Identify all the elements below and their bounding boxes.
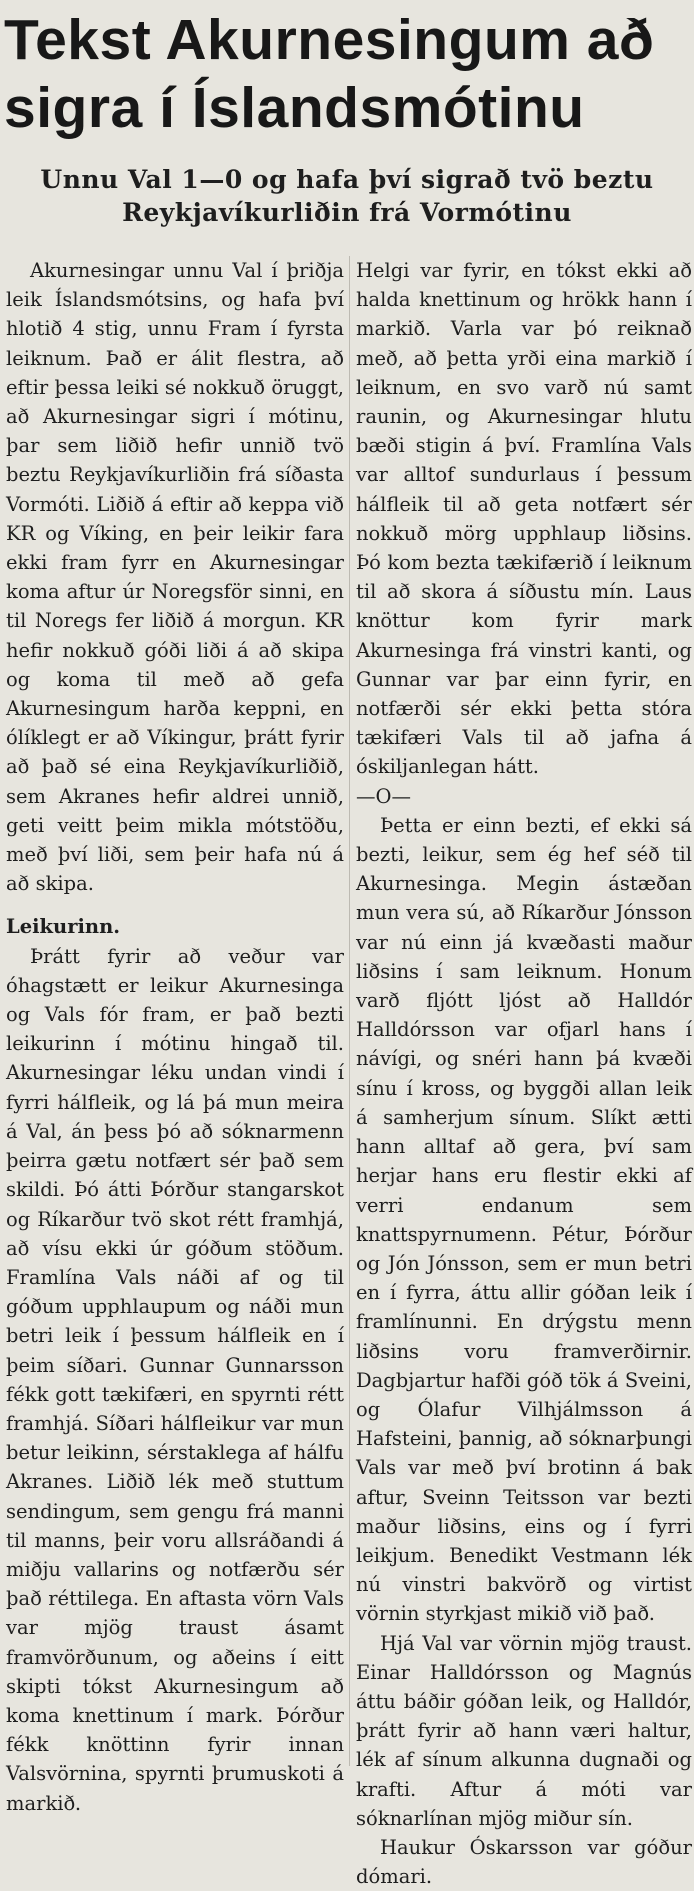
right-paragraph-1: Helgi var fyrir, en tókst ekki að halda knettinum og hrökk hann í markið. Varla var þó reiknað með, að þetta yrði eina markið í leiknum, en svo varð nú samt raunin, og Akurnesingar hlutu bæði stigin á því. Framlína Vals var alltof sundurlaus í þessum hálfleik til að geta notfært sér nokkuð mörg upphlaup liðsins. Þó kom bezta tækifærið í leiknum til að skora á síðustu mín. Laus knöttur kom fyrir mark Akurnesinga frá vinstri kanti, og Gunnar var þar einn fyrir, en notfærði sér ekki þetta stóra tækifæri Vals til að jafna á óskiljanlegan hátt. bbox=[356, 259, 692, 779]
right-column bbox=[356, 256, 692, 1891]
section-heading: Leikurinn. bbox=[6, 915, 121, 939]
right-paragraph-2: Þetta er einn bezti, ef ekki sá bezti, leikur, sem ég hef séð til Akurnesinga. Megin ástæðan mun vera sú, að Ríkarður Jónsson var nú einn já kvæðasti maður liðsins í sam leiknum. Honum varð fljótt ljóst að Halldór Halldórsson var ofjarl hans í návígi, og snéri hann þá kvæði sínu í kross, og byggði allan leik á samherjum sínum. Slíkt ætti hann alltaf að gera, því sam herjar hans eru flestir ekki af verri endanum sem knattspyrnumenn. Pétur, Þórður og Jón Jónsson, sem er mun betri en í fyrra, áttu allir góðan leik í framlínunni. En drýgstu menn liðsins voru framverðirnir. Dagbjartur hafði góð tök á Sveini, og Ólafur Vilhjálmsson á Hafsteini, þannig, að sóknarþungi Vals var með því brotinn á bak aftur, Sveinn Teitsson var bezti maður liðsins, eins og í fyrri leikjum. Benedikt Vestmann lék nú vinstri bakvörð og virtist vörnin styrkjast mikið við það. bbox=[356, 813, 692, 1626]
right-paragraph-4: Haukur Óskarsson var góður dómari. bbox=[356, 1835, 692, 1889]
article-headline: Tekst Akurnesingum að sigra í Íslandsmótinu bbox=[4, 8, 655, 140]
right-paragraph-3: Hjá Val var vörnin mjög traust. Einar Halldórsson og Magnús áttu báðir góðan leik, og Halldór, þrátt fyrir að hann væri haltur, lék af sínum alkunna dugnaði og krafti. Aftur á móti var sóknarlínan mjög miður sín. bbox=[356, 1631, 692, 1830]
article-subheadline: Unnu Val 1—0 og hafa því sigrað tvö beztu Reykjavíkurliðin frá Vormótinu bbox=[40, 165, 654, 227]
section-separator: —O— bbox=[356, 784, 411, 808]
left-paragraph-2: Þrátt fyrir að veður var óhagstætt er leikur Akurnesinga og Vals fór fram, er það bezti leikurinn í mótinu hingað til. Akurnesingar léku undan vindi í fyrri hálfleik, og lá þá mun meira á Val, án þess þó að sóknarmenn þeirra gætu notfært sér það sem skildi. Þó átti Þórður stangarskot og Ríkarður tvö skot rétt framhjá, að vísu ekki úr góðum stöðum. Framlína Vals náði af og til góðum upphlaupum og náði mun betri leik í þessum hálfleik en í þeim síðari. Gunnar Gunnarsson fékk gott tækifæri, en spyrnti rétt framhjá. Síðari hálfleikur var mun betur leikinn, sérstaklega af hálfu Akranes. Liðið lék með stuttum sendingum, sem gengu frá manni til manns, þeir voru allsráðandi á miðju vallarins og notfærðu sér það réttilega. En aftasta vörn Vals var mjög traust ásamt framvörðunum, og aðeins í eitt skipti tókst Akurnesingum að koma knettinum í mark. Þórður fékk knöttinn fyrir innan Valsvörnina, spyrnti þrumuskoti á markið. bbox=[6, 944, 344, 1815]
left-paragraph-1: Akurnesingar unnu Val í þriðja leik Íslandsmótsins, og hafa því hlotið 4 stig, unnu Fram í fyrsta leiknum. Það er álit flestra, að eftir þessa leiki sé nokkuð öruggt, að Akurnesingar sigri í mótinu, þar sem liðið hefir unnið tvö beztu Reykjavíkurliðin frá síðasta Vormóti. Liðið á eftir að keppa við KR og Víking, en þeir leikir fara ekki fram fyrr en Akurnesingar koma aftur úr Noregsför sinni, en til Noregs fer liðið á morgun. KR hefir nokkuð góði liði á að skipa og koma til með að gefa Akurnesingum harða keppni, en ólíklegt er að Víkingur, þrátt fyrir að það sé eina Reykjavíkurliðið, sem Akranes hefir aldrei unnið, geti veitt þeim mikla mótstöðu, með því liði, sem þeir hafa nú á að skipa. bbox=[6, 259, 344, 896]
left-column bbox=[6, 256, 344, 1818]
column-divider bbox=[349, 256, 350, 1766]
